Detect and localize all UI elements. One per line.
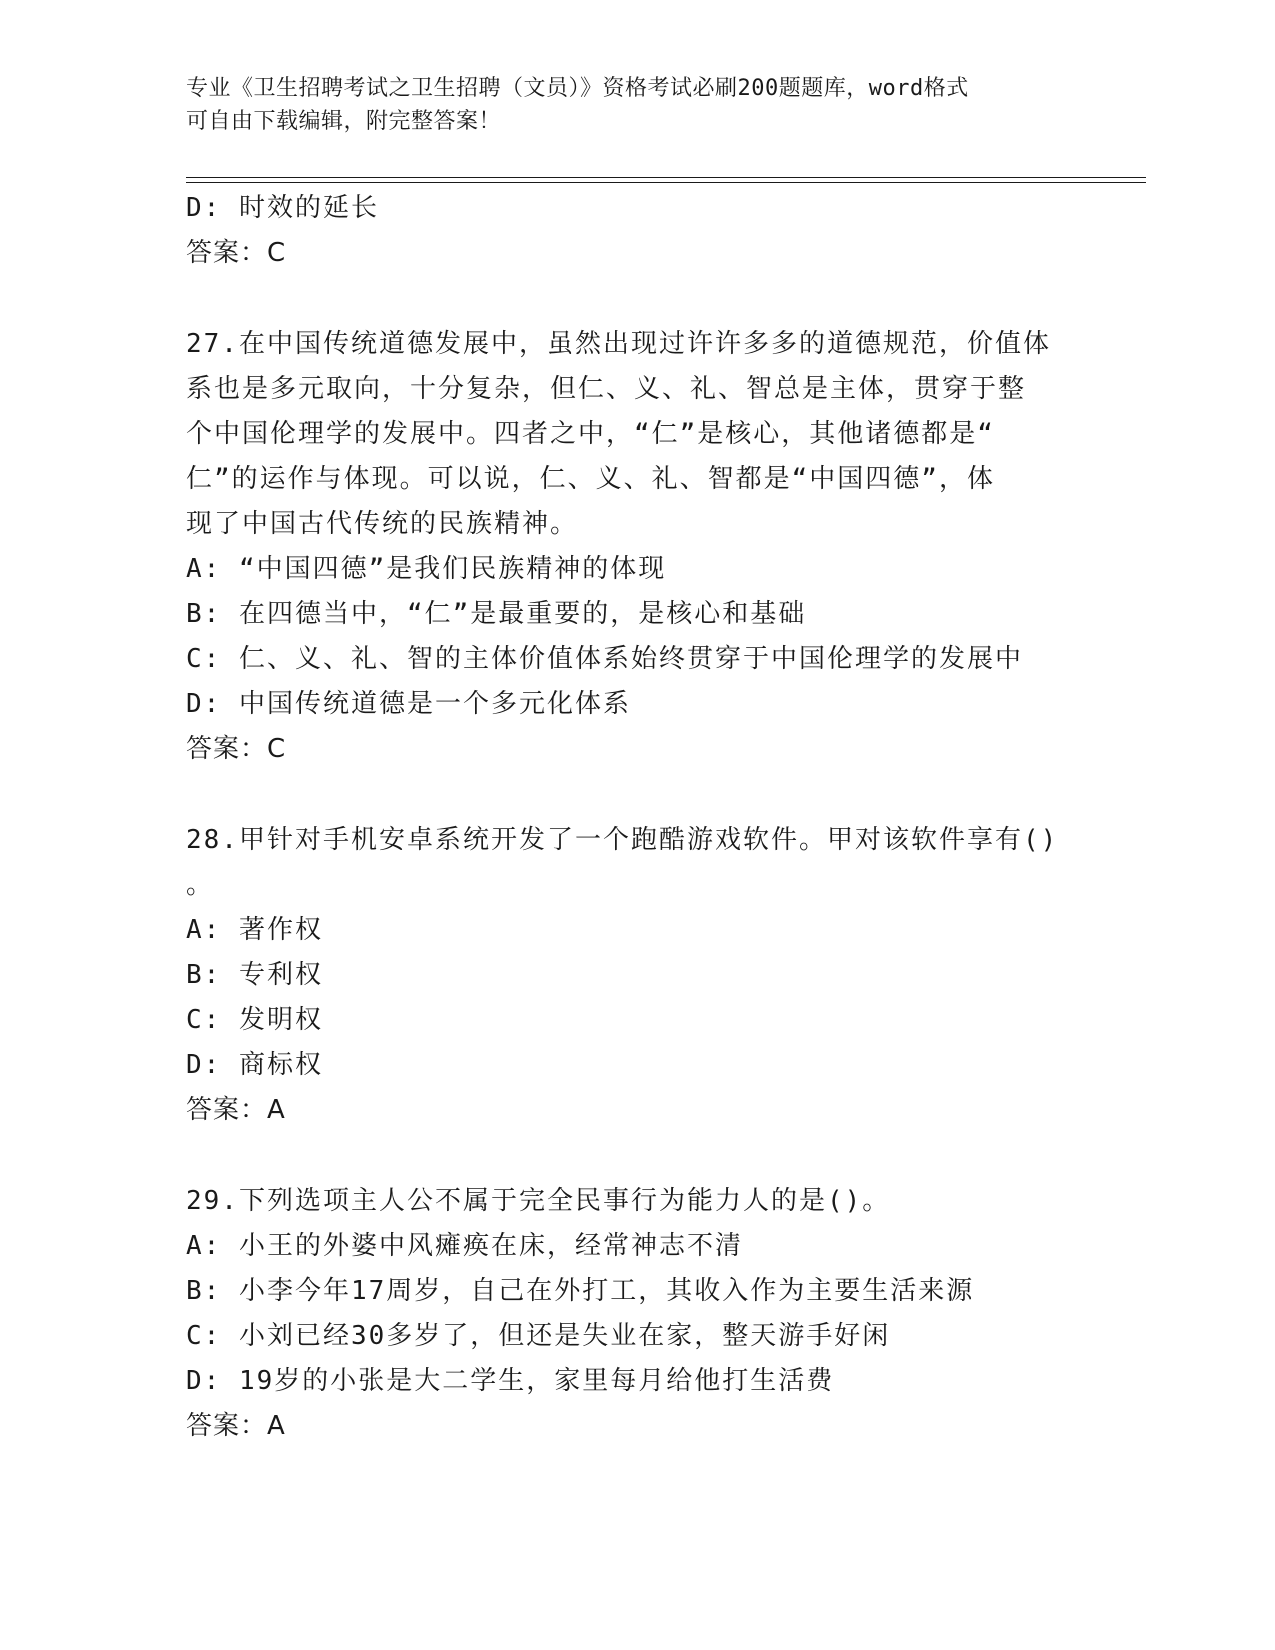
option-a: A: “中国四德”是我们民族精神的体现 xyxy=(186,554,667,584)
question-26-tail xyxy=(186,186,1086,276)
question-28 xyxy=(186,818,1086,1133)
answer: 答案：A xyxy=(186,1411,286,1441)
answer: 答案：C xyxy=(186,238,287,268)
question-text-line: 仁”的运作与体现。可以说，仁、义、礼、智都是“中国四德”，体 xyxy=(186,464,995,494)
option-b: B: 在四德当中，“仁”是最重要的，是核心和基础 xyxy=(186,599,807,629)
spacer xyxy=(186,276,1086,322)
answer: 答案：C xyxy=(186,734,287,764)
question-29 xyxy=(186,1179,1086,1449)
option-d: D: 中国传统道德是一个多元化体系 xyxy=(186,689,631,719)
question-27 xyxy=(186,322,1086,772)
page-header xyxy=(186,72,1066,138)
header-line-2: 可自由下载编辑，附完整答案！ xyxy=(186,109,502,134)
option-c: C: 小刘已经30多岁了，但还是失业在家，整天游手好闲 xyxy=(186,1321,891,1351)
option-c: C: 仁、义、礼、智的主体价值体系始终贯穿于中国伦理学的发展中 xyxy=(186,644,1023,674)
header-line-1: 专业《卫生招聘考试之卫生招聘（文员）》资格考试必刷200题题库，word格式 xyxy=(186,76,969,101)
question-text-line: 个中国伦理学的发展中。四者之中，“仁”是核心，其他诸德都是“ xyxy=(186,419,995,449)
spacer xyxy=(186,772,1086,818)
question-text-line: 29.下列选项主人公不属于完全民事行为能力人的是()。 xyxy=(186,1186,891,1216)
question-text-line: 。 xyxy=(186,870,215,900)
option-c: C: 发明权 xyxy=(186,1005,323,1035)
option-d: D: 时效的延长 xyxy=(186,193,379,223)
header-divider-top xyxy=(186,177,1146,178)
question-text-line: 系也是多元取向，十分复杂，但仁、义、礼、智总是主体，贯穿于整 xyxy=(186,374,1027,404)
option-a: A: 著作权 xyxy=(186,915,323,945)
option-a: A: 小王的外婆中风瘫痪在床，经常神志不清 xyxy=(186,1231,743,1261)
option-b: B: 小李今年17周岁，自己在外打工，其收入作为主要生活来源 xyxy=(186,1276,975,1306)
header-divider-bottom xyxy=(186,182,1146,183)
option-d: D: 19岁的小张是大二学生，家里每月给他打生活费 xyxy=(186,1366,835,1396)
question-content xyxy=(186,186,1086,1449)
spacer xyxy=(186,1133,1086,1179)
question-text-line: 现了中国古代传统的民族精神。 xyxy=(186,509,579,539)
option-b: B: 专利权 xyxy=(186,960,323,990)
question-text-line: 27.在中国传统道德发展中，虽然出现过许许多多的道德规范，价值体 xyxy=(186,329,1051,359)
answer: 答案：A xyxy=(186,1095,286,1125)
question-text-line: 28.甲针对手机安卓系统开发了一个跑酷游戏软件。甲对该软件享有() xyxy=(186,825,1059,855)
option-d: D: 商标权 xyxy=(186,1050,323,1080)
